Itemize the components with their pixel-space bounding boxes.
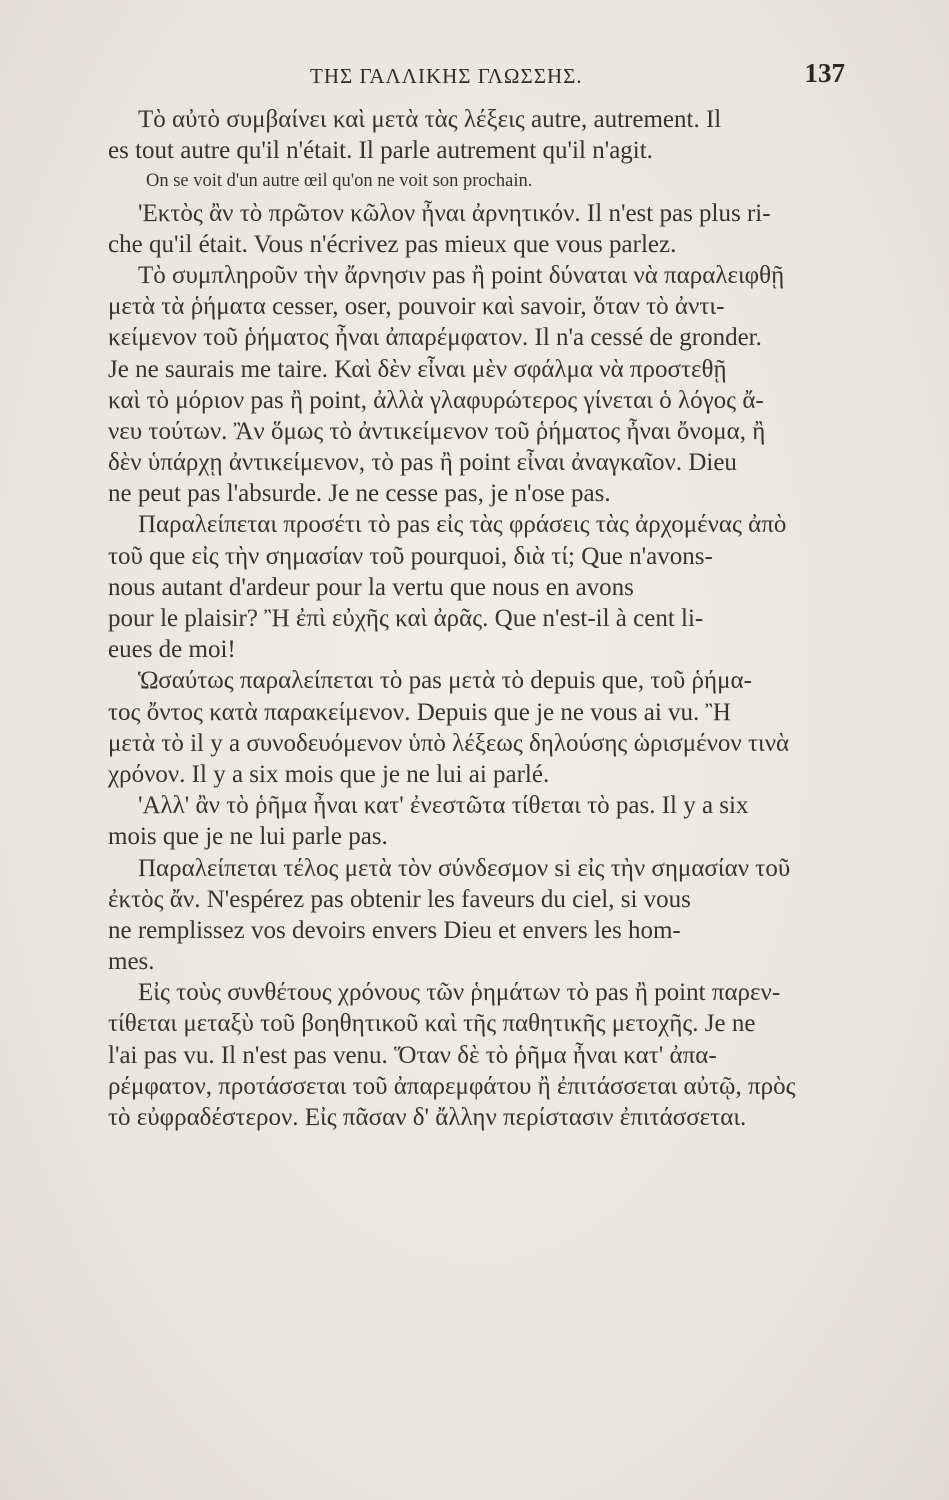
running-header xyxy=(110,58,845,94)
text-line: ne peut pas l'absurde. Je ne cesse pas, je n'ose pas. xyxy=(108,480,611,508)
text-line: καὶ τὸ μόριον pas ἢ point, ἀλλὰ γλαφυρώτερος γίνεται ὁ λόγος ἄ- xyxy=(108,386,764,414)
text-line: χρόνον. Il y a six mois que je ne lui ai parlé. xyxy=(108,760,550,788)
text-line: κείμενον τοῦ ῥήματος ἦναι ἀπαρέμφατον. Il n'a cessé de gronder. xyxy=(108,324,762,352)
text-line: Τὸ αὐτὸ συμβαίνει καὶ μετὰ τὰς λέξεις autre, autrement. Il xyxy=(138,106,722,133)
text-line: Παραλείπεται τέλος μετὰ τὸν σύνδεσμον si εἰς τὴν σημασίαν τοῦ xyxy=(138,854,791,882)
text-line: Ὡσαύτως παραλείπεται τὸ pas μετὰ τὸ depuis que, τοῦ ῥήμα- xyxy=(138,667,752,695)
running-title: ΤΗΣ ΓΑΛΛΙΚΗΣ ΓΛΩΣΣΗΣ. xyxy=(310,64,583,88)
text-line: che qu'il était. Vous n'écrivez pas mieux que vous parlez. xyxy=(108,230,677,258)
text-line: τος ὄντος κατὰ παρακείμενον. Depuis que je ne vous ai vu. Ἢ xyxy=(108,698,731,726)
text-line: 'Εκτὸς ἂν τὸ πρῶτον κῶλον ἦναι ἀρνητικόν. Il n'est pas plus ri- xyxy=(138,199,771,227)
text-line: Je ne saurais me taire. Καὶ δὲν εἶναι μὲν σφάλμα νὰ προστεθῇ xyxy=(108,355,727,383)
text-line: τίθεται μεταξὺ τοῦ βοηθητικοῦ καὶ τῆς παθητικῆς μετοχῆς. Je ne xyxy=(108,1010,756,1038)
text-line: mes. xyxy=(108,948,155,976)
body-text xyxy=(108,104,868,1133)
text-line: es tout autre qu'il n'était. Il parle autrement qu'il n'agit. xyxy=(108,137,653,165)
text-line: On se voit d'un autre œil qu'on ne voit son prochain. xyxy=(146,171,533,192)
text-line: δὲν ὑπάρχῃ ἀντικείμενον, τὸ pas ἢ point εἶναι ἀναγκαῖον. Dieu xyxy=(108,449,737,477)
text-line: μετὰ τὸ il y a συνοδευόμενον ὑπὸ λέξεως δηλούσης ὡρισμένον τινὰ xyxy=(108,729,790,757)
text-line: mois que je ne lui parle pas. xyxy=(108,823,388,851)
text-line: τοῦ que εἰς τὴν σημασίαν τοῦ pourquoi, διὰ τί; Que n'avons- xyxy=(108,542,713,570)
text-line: 'Αλλ' ἂν τὸ ῥῆμα ἦναι κατ' ἐνεστῶτα τίθεται τὸ pas. Il y a six xyxy=(138,792,749,820)
text-line: pour le plaisir? Ἢ ἐπὶ εὐχῆς καὶ ἀρᾶς. Que n'est-il à cent li- xyxy=(108,605,704,632)
text-line: ne remplissez vos devoirs envers Dieu et envers les hom- xyxy=(108,916,681,944)
text-line: νευ τούτων. Ἂν ὅμως τὸ ἀντικείμενον τοῦ ῥήματος ἦναι ὄνομα, ἢ xyxy=(108,417,766,445)
text-line: nous autant d'ardeur pour la vertu que nous en avons xyxy=(108,573,634,601)
page-number: 137 xyxy=(804,58,845,88)
text-line: μετὰ τὰ ῥήματα cesser, oser, pouvoir καὶ savoir, ὅταν τὸ ἀντι- xyxy=(108,293,725,321)
text-line: eues de moi! xyxy=(108,636,236,664)
text-line: Εἰς τοὺς συνθέτους χρόνους τῶν ῥημάτων τὸ pas ἢ point παρεν- xyxy=(138,979,781,1007)
text-line: τὸ εὐφραδέστερον. Εἰς πᾶσαν δ' ἄλλην περίστασιν ἐπιτάσσεται. xyxy=(108,1104,747,1131)
text-line: Τὸ συμπληροῦν τὴν ἄρνησιν pas ἢ point δύναται νὰ παραλειφθῇ xyxy=(138,261,785,289)
text-line: ρέμφατον, προτάσσεται τοῦ ἀπαρεμφάτου ἢ ἐπιτάσσεται αὐτῷ, πρὸς xyxy=(108,1072,796,1100)
text-line: Παραλείπεται προσέτι τὸ pas εἰς τὰς φράσεις τὰς ἀρχομένας ἀπὸ xyxy=(138,511,787,539)
text-line: ἐκτὸς ἄν. N'espérez pas obtenir les faveurs du ciel, si vous xyxy=(108,885,691,913)
text-line: l'ai pas vu. Il n'est pas venu. Ὅταν δὲ τὸ ῥῆμα ἦναι κατ' ἀπα- xyxy=(108,1041,717,1069)
